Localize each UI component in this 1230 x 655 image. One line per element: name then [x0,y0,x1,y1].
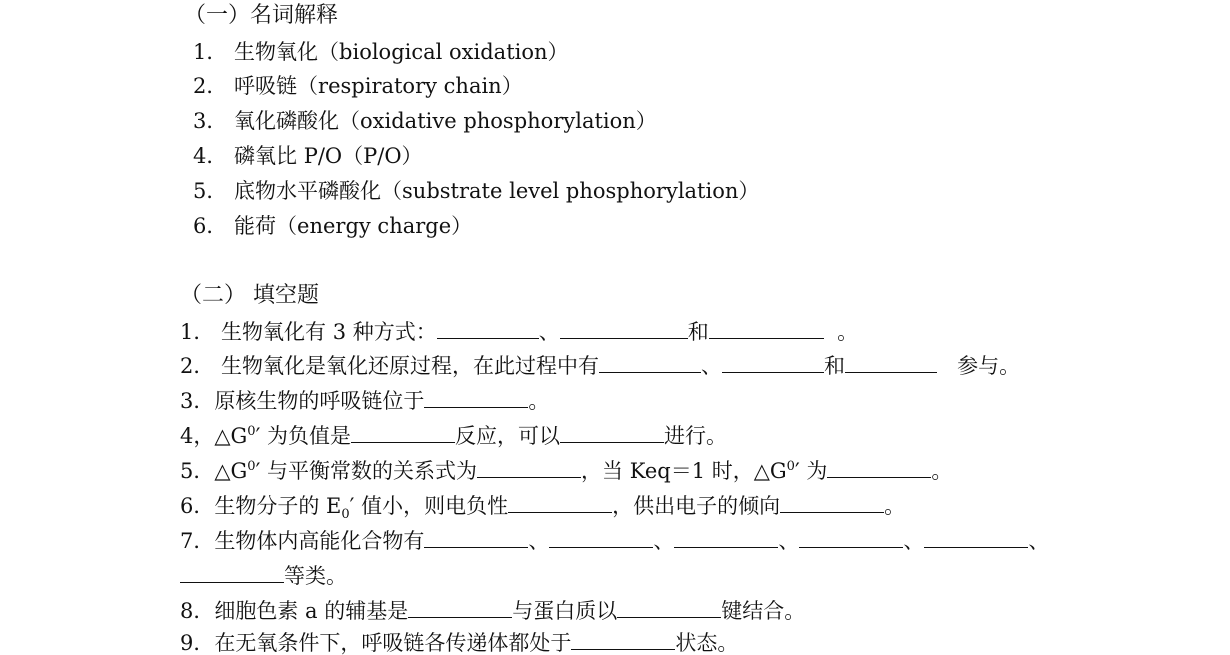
answer-blank[interactable] [424,389,528,408]
answer-blank[interactable] [722,354,824,373]
answer-blank[interactable] [424,529,528,548]
superscript: 0 [247,459,256,474]
term-item: 2． 呼吸链（respiratory chain） [193,74,523,98]
question-text: 和 [824,354,846,378]
question-5 [180,459,952,483]
separator: 、 [903,529,925,553]
question-text: 4，△G [180,424,248,448]
term-item: 3． 氧化磷酸化（oxidative phosphorylation） [193,109,657,133]
answer-blank[interactable] [560,424,664,443]
question-text: 5．△G [180,459,248,483]
question-text: 参与。 [957,354,1021,378]
question-9 [180,631,738,655]
question-text: 3．原核生物的呼吸链位于 [180,389,425,413]
question-text: ′ 值小，则电负性 [349,494,509,518]
question-8 [180,599,805,623]
question-text: 。 [837,320,859,344]
separator: 、 [1028,529,1050,553]
question-text: 进行。 [664,424,728,448]
answer-blank[interactable] [617,599,721,618]
question-7 [180,529,1049,553]
term-item: 6． 能荷（energy charge） [193,214,473,238]
question-text: 8．细胞色素 a 的辅基是 [180,599,409,623]
question-text: 。 [884,494,906,518]
question-3 [180,389,549,413]
term-item: 4． 磷氧比 P/O（P/O） [193,144,423,168]
answer-blank[interactable] [477,459,581,478]
answer-blank[interactable] [549,529,653,548]
question-text: 和 [687,320,709,344]
question-6 [180,494,906,523]
question-text: ′ 为 [794,459,828,483]
answer-blank[interactable] [180,564,284,583]
question-text: 1． 生物氧化有 3 种方式： [180,320,437,344]
question-text: 与蛋白质以 [512,599,618,623]
answer-blank[interactable] [674,529,778,548]
question-text: 、 [538,320,560,344]
question-text: ，供出电子的倾向 [612,494,781,518]
question-text: 状态。 [675,631,739,655]
question-text: ′ 为负值是 [255,424,352,448]
question-text: 。 [931,459,953,483]
term-item: 5． 底物水平磷酸化（substrate level phosphorylation） [193,179,760,203]
separator: 、 [528,529,550,553]
question-text: 反应，可以 [455,424,561,448]
question-text: 键结合。 [721,599,806,623]
answer-blank[interactable] [827,459,931,478]
answer-blank[interactable] [709,320,824,339]
answer-blank[interactable] [845,354,937,373]
superscript: 0 [786,459,795,474]
question-4 [180,424,727,448]
separator: 、 [778,529,800,553]
answer-blank[interactable] [408,599,512,618]
term-item: 1． 生物氧化（biological oxidation） [193,40,569,64]
question-text: 。 [528,389,550,413]
question-text: 6．生物分子的 E [180,494,342,518]
question-text: ′ 与平衡常数的关系式为 [255,459,478,483]
answer-blank[interactable] [799,529,903,548]
section1-heading: （一）名词解释 [184,3,339,28]
answer-blank[interactable] [351,424,455,443]
answer-blank[interactable] [560,320,688,339]
separator: 、 [653,529,675,553]
question-1 [180,320,858,344]
question-text: 9．在无氧条件下，呼吸链各传递体都处于 [180,631,572,655]
answer-blank[interactable] [924,529,1028,548]
answer-blank[interactable] [508,494,612,513]
section2-heading: （二） 填空题 [180,283,319,308]
answer-blank[interactable] [599,354,701,373]
question-2 [180,354,1020,378]
superscript: 0 [247,424,256,439]
question-text: ，当 Keq＝1 时，△G [581,459,787,483]
question-text: 等类。 [284,564,347,588]
answer-blank[interactable] [437,320,539,339]
question-text: 、 [701,354,723,378]
question-text: 7．生物体内高能化合物有 [180,529,425,553]
subscript: 0 [341,507,350,523]
answer-blank[interactable] [780,494,884,513]
question-7-continued [180,564,347,588]
answer-blank[interactable] [571,631,675,650]
question-text: 2． 生物氧化是氧化还原过程，在此过程中有 [180,354,600,378]
